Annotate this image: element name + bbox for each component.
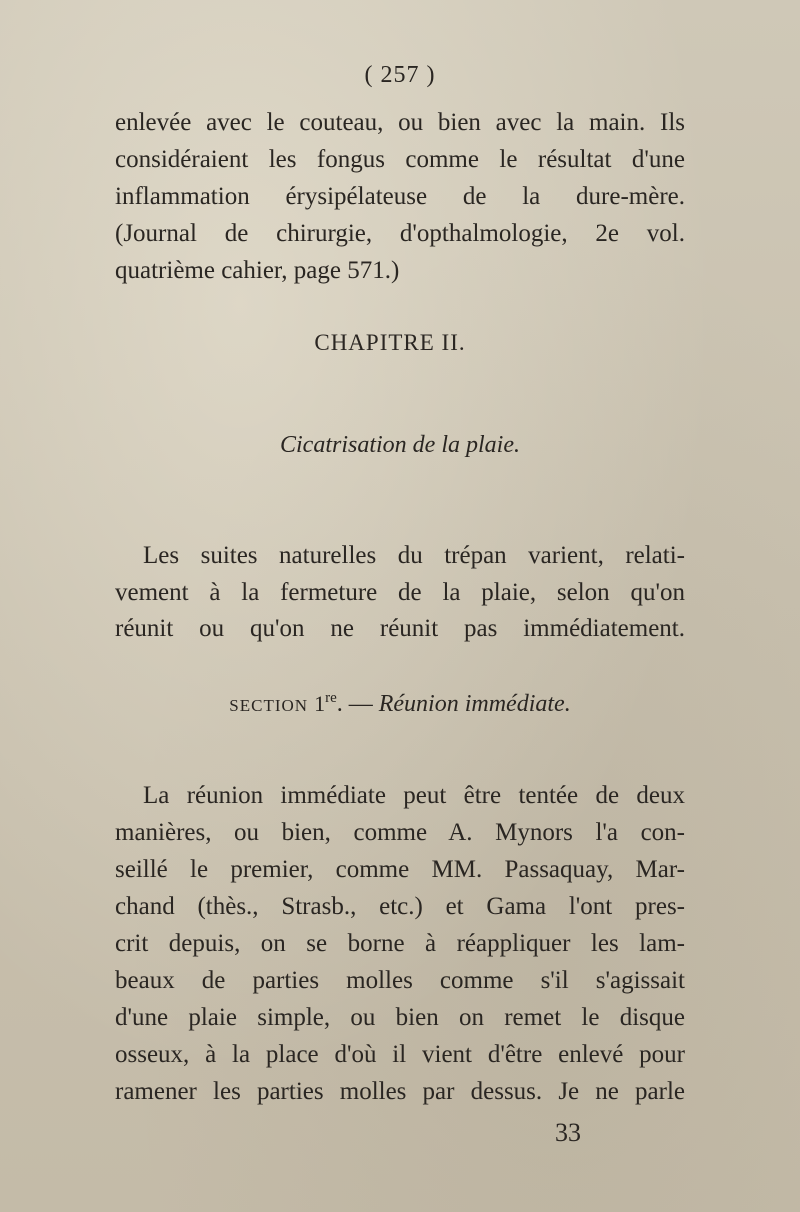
- text-line: ramener les parties molles par dessus. Je ne parle: [115, 1078, 685, 1105]
- section-number: 1: [314, 691, 326, 716]
- text-line: manières, ou bien, comme A. Mynors l'a con-: [115, 819, 685, 846]
- text-line: vement à la fermeture de la plaie, selon qu'on: [115, 579, 685, 606]
- text-line: (Journal de chirurgie, d'opthalmologie, 2e vol.: [115, 220, 685, 247]
- section-heading: [0, 690, 800, 718]
- text-line: osseux, à la place d'où il vient d'être enlevé pour: [115, 1041, 685, 1068]
- text-line: La réunion immédiate peut être tentée de deux: [143, 782, 685, 809]
- text-line: considéraient les fongus comme le résultat d'une: [115, 146, 685, 173]
- text-line: crit depuis, on se borne à réappliquer les lam-: [115, 930, 685, 957]
- text-line: beaux de parties molles comme s'il s'agissait: [115, 967, 685, 994]
- signature-mark: 33: [555, 1118, 581, 1147]
- section-label: SECTION: [229, 696, 309, 715]
- text-line: d'une plaie simple, ou bien on remet le disque: [115, 1004, 685, 1031]
- text-line: enlevée avec le couteau, ou bien avec la main. Ils: [115, 109, 685, 136]
- text-line: seillé le premier, comme MM. Passaquay, Mar-: [115, 856, 685, 883]
- page-number: ( 257 ): [364, 62, 436, 88]
- section-separator: . —: [336, 691, 379, 717]
- text-line: Les suites naturelles du trépan varient, relati-: [143, 542, 685, 569]
- chapter-title: CHAPITRE II.: [314, 330, 466, 355]
- text-line: inflammation érysipélateuse de la dure-mère.: [115, 183, 685, 210]
- text-line-last: quatrième cahier, page 571.): [115, 257, 400, 284]
- text-line: réunit ou qu'on ne réunit pas immédiatement.: [115, 615, 685, 642]
- text-line: chand (thès., Strasb., etc.) et Gama l'ont pres-: [115, 893, 685, 920]
- section-number-suffix: re: [325, 690, 337, 706]
- section-title: Réunion immédiate.: [378, 691, 571, 717]
- chapter-subtitle: Cicatrisation de la plaie.: [280, 432, 520, 458]
